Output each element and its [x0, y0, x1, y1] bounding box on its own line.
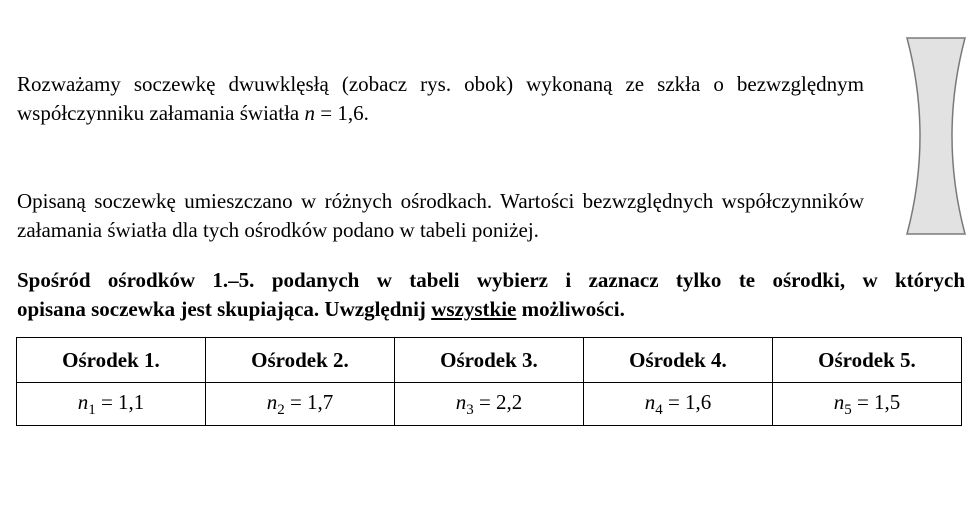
table-header-row: [17, 338, 962, 383]
task-underlined-word: wszystkie: [431, 297, 517, 321]
intro-value: = 1,6.: [315, 101, 369, 125]
n-value: = 1,5: [851, 389, 901, 414]
task-instruction: [17, 266, 965, 324]
n-symbol: n: [77, 389, 89, 414]
biconcave-lens-icon: [904, 36, 968, 236]
n-subscript: 2: [277, 401, 285, 418]
table-header-cell: Ośrodek 1.: [17, 338, 206, 383]
description-paragraph: Opisaną soczewkę umieszczano w różnych ośrodkach. Wartości bezwzględnych współczynników załamania światła dla tych ośrodków podano w tabeli poniżej.: [17, 189, 864, 242]
n-subscript: 3: [466, 401, 474, 418]
task-line-2-end: możliwości.: [516, 297, 625, 321]
media-table: [16, 337, 962, 426]
lens-shape: [907, 38, 965, 234]
task-line-1: Spośród ośrodków 1.–5. podanych w tabeli wybierz i zaznacz tylko te ośrodki, w których: [17, 268, 965, 292]
table-header-cell: Ośrodek 3.: [395, 338, 584, 383]
table-header-cell: Ośrodek 2.: [206, 338, 395, 383]
medium-option-1[interactable]: [17, 383, 206, 426]
n-subscript: 5: [844, 401, 852, 418]
medium-option-4[interactable]: [584, 383, 773, 426]
n-symbol: n: [304, 101, 315, 125]
n-value: = 2,2: [473, 389, 523, 414]
task-line-2: [17, 295, 965, 324]
n-subscript: 1: [88, 401, 96, 418]
n-value: = 1,6: [662, 389, 712, 414]
intro-text: Rozważamy soczewkę dwuwklęsłą (zobacz rys. obok) wykonaną ze szkła o bezwzględnym współczynniku załamania światła: [17, 72, 864, 125]
medium-option-3[interactable]: [395, 383, 584, 426]
table-row: [17, 383, 962, 426]
table-header-cell: Ośrodek 5.: [773, 338, 962, 383]
n-subscript: 4: [655, 401, 663, 418]
task-line-2-start: opisana soczewka jest skupiająca. Uwzględnij: [17, 297, 432, 321]
n-symbol: n: [455, 389, 467, 414]
intro-paragraph: [17, 70, 864, 128]
n-symbol: n: [644, 389, 656, 414]
n-symbol: n: [833, 389, 845, 414]
n-value: = 1,1: [95, 389, 145, 414]
n-symbol: n: [266, 389, 278, 414]
medium-option-2[interactable]: [206, 383, 395, 426]
n-value: = 1,7: [284, 389, 334, 414]
table-header-cell: Ośrodek 4.: [584, 338, 773, 383]
medium-option-5[interactable]: [773, 383, 962, 426]
